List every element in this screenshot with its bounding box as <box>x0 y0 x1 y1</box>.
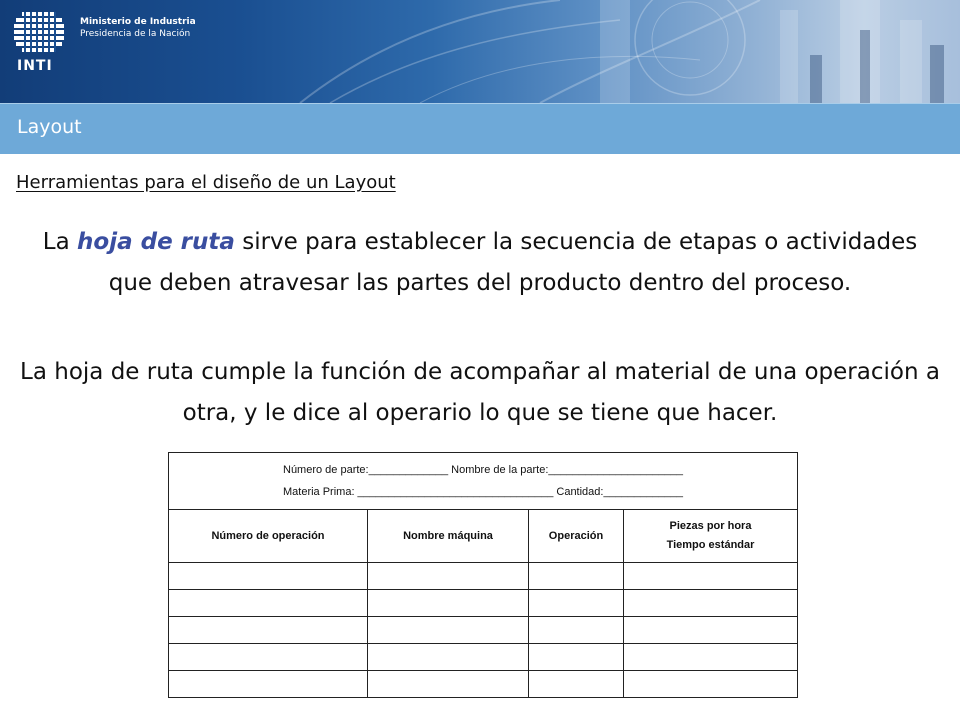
logo-text: INTI <box>17 58 53 74</box>
col-operation-number: Número de operación <box>169 510 368 563</box>
table-cell <box>624 590 798 617</box>
form-header-cell <box>169 453 798 510</box>
col-pieces-line1: Piezas por hora <box>669 520 752 532</box>
paragraph1-after: sirve para establecer la secuencia de etapas o actividades que deben atravesar las partes del producto dentro del proceso. <box>108 229 918 296</box>
slide-subtitle: Herramientas para el diseño de un Layout <box>16 172 396 193</box>
table-row <box>169 590 798 617</box>
paragraph-definition <box>20 222 940 304</box>
paragraph-function: La hoja de ruta cumple la función de acompañar al material de una operación a otra, y le dice al operario lo que se tiene que hacer. <box>20 359 940 426</box>
route-sheet-form <box>168 452 798 698</box>
title-bar <box>0 103 960 154</box>
table-cell <box>368 617 529 644</box>
ministry-label <box>80 16 196 40</box>
table-cell <box>529 617 624 644</box>
highlight-term: hoja de ruta <box>77 229 235 255</box>
table-row <box>169 617 798 644</box>
form-part-line: Número de parte:_____________ Nombre de la parte:______________________ <box>283 464 683 476</box>
form-header-row <box>169 453 798 510</box>
col-pieces-line2: Tiempo estándar <box>666 539 755 551</box>
col-machine-name: Nombre máquina <box>368 510 529 563</box>
table-cell <box>368 590 529 617</box>
table-row <box>169 563 798 590</box>
table-cell <box>169 644 368 671</box>
table-cell <box>169 563 368 590</box>
table-cell <box>169 617 368 644</box>
paragraph1-before: La <box>42 229 78 255</box>
ministry-line1: Ministerio de Industria <box>80 17 196 27</box>
table-cell <box>169 671 368 698</box>
col-pieces-per-hour <box>624 510 798 563</box>
table-row <box>169 644 798 671</box>
table-row <box>169 671 798 698</box>
ministry-line2: Presidencia de la Nación <box>80 29 191 39</box>
table-cell <box>624 563 798 590</box>
column-header-row <box>169 510 798 563</box>
table-cell <box>529 671 624 698</box>
table-cell <box>624 644 798 671</box>
table-cell <box>368 563 529 590</box>
table-cell <box>529 563 624 590</box>
table-cell <box>624 617 798 644</box>
table-cell <box>368 671 529 698</box>
table-cell <box>624 671 798 698</box>
table-cell <box>368 644 529 671</box>
table-cell <box>529 590 624 617</box>
form-material-line: Materia Prima: ________________________________ Cantidad:_____________ <box>282 486 683 498</box>
slide-title: Layout <box>17 116 82 138</box>
col-operation: Operación <box>529 510 624 563</box>
table-cell <box>529 644 624 671</box>
inti-logo-icon <box>14 10 64 64</box>
table-cell <box>169 590 368 617</box>
header-banner <box>0 0 960 103</box>
